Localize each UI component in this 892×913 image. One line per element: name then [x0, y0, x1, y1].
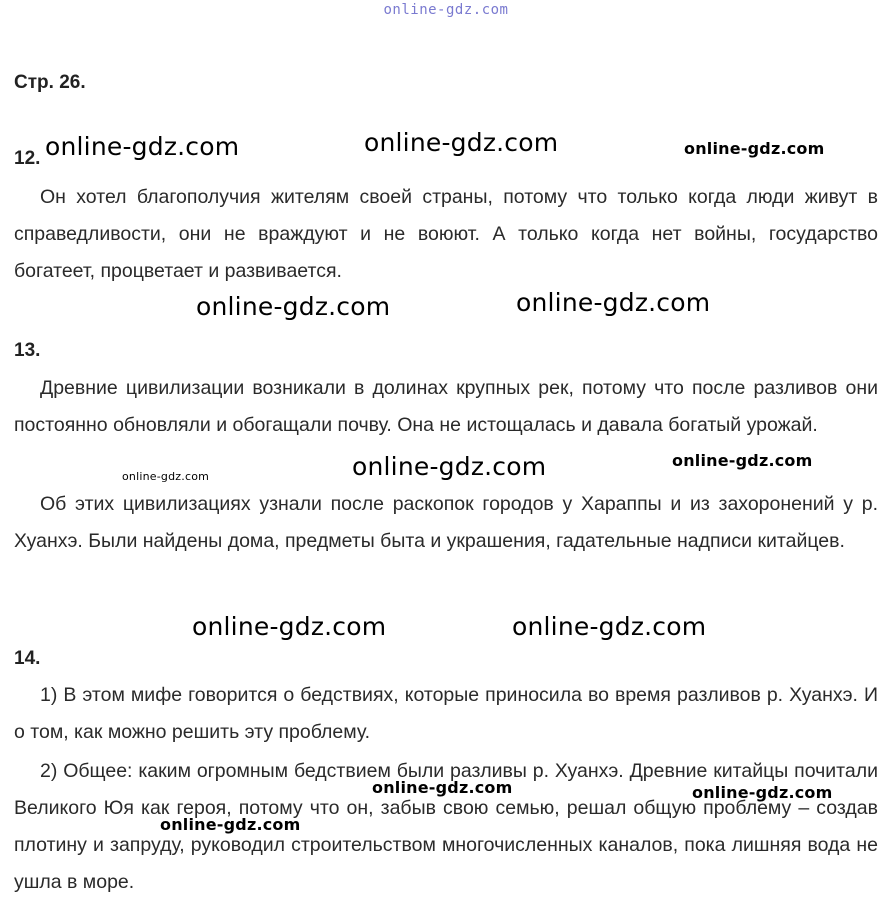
- task-13-paragraph-2: Об этих цивилизациях узнали после раскопок городов у Хараппы и из захоронений у р. Хуанхэ. Были найдены дома, предметы быта и украшения, гадательные надписи китайцев.: [14, 493, 878, 552]
- task-number-12: 12.: [14, 148, 41, 169]
- watermark: online-gdz.com: [45, 132, 240, 161]
- watermark: online-gdz.com: [122, 470, 210, 483]
- task-13-paragraph-1: Древние цивилизации возникали в долинах крупных рек, потому что после разливов они постоянно обновляли и обогащали почву. Она не истощалась и давала богатый урожай.: [14, 377, 878, 436]
- watermark: online-gdz.com: [372, 778, 513, 797]
- task-number-14: 14.: [14, 648, 41, 669]
- watermark: online-gdz.com: [684, 139, 825, 158]
- watermark: online-gdz.com: [196, 292, 391, 321]
- watermark: online-gdz.com: [160, 815, 301, 834]
- watermark: online-gdz.com: [512, 612, 707, 641]
- site-header: online-gdz.com: [383, 2, 509, 18]
- watermark: online-gdz.com: [516, 288, 711, 317]
- task-14-paragraph-2: 2) Общее: каким огромным бедствием были разливы р. Хуанхэ. Древние китайцы почитали Великого Юя как героя, потому что он, забыв свою семью, решал общую проблему – создав плотину и запруду, руководил строительством многочисленных каналов, пока лишняя вода не ушла в море.: [14, 760, 878, 893]
- watermark: online-gdz.com: [364, 128, 559, 157]
- watermark: online-gdz.com: [672, 451, 813, 470]
- task-number-13: 13.: [14, 340, 41, 361]
- task-12-paragraph-1: Он хотел благополучия жителям своей страны, потому что только когда люди живут в справедливости, они не враждуют и не воюют. А только когда нет войны, государство богатеет, процветает и развивается.: [14, 186, 878, 282]
- watermark: online-gdz.com: [692, 783, 833, 802]
- watermark: online-gdz.com: [352, 452, 547, 481]
- watermark: online-gdz.com: [192, 612, 387, 641]
- task-14-paragraph-1: 1) В этом мифе говорится о бедствиях, которые приносила во время разливов р. Хуанхэ. И о том, как можно решить эту проблему.: [14, 684, 878, 743]
- page-reference: Стр. 26.: [14, 72, 86, 93]
